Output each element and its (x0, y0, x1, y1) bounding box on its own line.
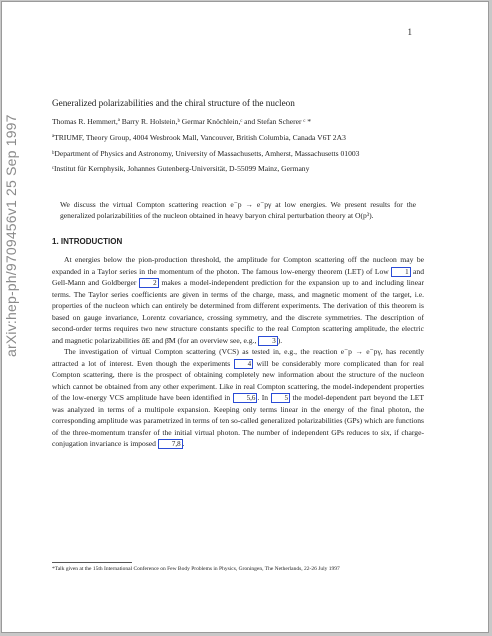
footnote-rule (52, 562, 132, 563)
intro-paragraph-1 (52, 254, 424, 346)
para-text: . In (257, 393, 271, 402)
citation-link[interactable]: 5 (271, 393, 291, 403)
para-text: ). (277, 335, 283, 345)
citation-link[interactable]: 2 (139, 278, 159, 288)
citation-link[interactable]: 3 (258, 336, 278, 346)
page-number: 1 (407, 27, 412, 37)
paper-title: Generalized polarizabilities and the chiral structure of the nucleon (52, 98, 295, 108)
affiliation-c: ᶜInstitut für Kernphysik, Johannes Gutenberg-Universität, D-55099 Mainz, Germany (52, 164, 310, 173)
citation-link[interactable]: 5,6 (233, 393, 258, 403)
author-list: Thomas R. Hemmert,ª Barry R. Holstein,ᵇ Germar Knöchlein,ᶜ and Stefan Scherer ᶜ * (52, 116, 312, 126)
paper-page (1, 1, 489, 633)
abstract: We discuss the virtual Compton scattering reaction e⁻p → e⁻pγ at low energies. We present results for the generalized polarizabilities of the nucleon obtained in heavy baryon chiral perturbation theory at O(p³). (60, 199, 416, 220)
footnote (52, 562, 424, 573)
section-heading: 1. INTRODUCTION (52, 236, 123, 246)
paper-body (52, 98, 424, 450)
citation-link[interactable]: 7,8 (158, 439, 183, 449)
affiliation-a: ªTRIUMF, Theory Group, 4004 Wesbrook Mall, Vancouver, British Columbia, Canada V6T 2A3 (52, 133, 346, 142)
footnote-text: *Talk given at the 15th International Conference on Few Body Problems in Physics, Groningen, The Netherlands, 22-26 July 1997 (52, 566, 340, 572)
para-text: and Gell-Mann and Goldberger (52, 266, 424, 287)
para-text: will be considerably more complicated than for real Compton scattering, there is the prospect of obtaining completely new information about the structure of the nucleon which cannot be obtained from any other experiment. Like in real Compton scattering, the model-independent properties of the low-energy VCS amplitude have been identified in (52, 358, 424, 402)
para-text: The investigation of virtual Compton scattering (VCS) as tested in, e.g., the reaction e⁻p → e⁻pγ, has recently attracted a lot of interest. Even though the experiments (52, 347, 424, 368)
citation-link[interactable]: 1 (391, 267, 411, 277)
affiliation-b: ᵇDepartment of Physics and Astronomy, University of Massachusetts, Amherst, Massachusetts 01003 (52, 148, 360, 158)
para-text: . (182, 439, 185, 448)
arxiv-stamp: arXiv:hep-ph/9709456v1 25 Sep 1997 (3, 114, 19, 357)
para-text: the model-dependent part beyond the LET was analyzed in terms of a multipole expansion. Keeping only terms linear in the energy of the final photon, the corresponding amplitude was parametrized in terms of ten so-called generalized polarizabilities (GPs) which are functions of the three-momentum transfer of the initial virtual photon. The number of independent GPs reduces to six, if charge-conjugation invariance is imposed (52, 393, 424, 448)
para-text: At energies below the pion-production threshold, the amplitude for Compton scattering off the nucleon may be expanded in a Taylor series in the momentum of the photon. The famous low-energy theorem (LET) of Low (52, 255, 424, 276)
intro-paragraph-2 (52, 346, 424, 450)
citation-link[interactable]: 4 (234, 359, 254, 369)
para-text: makes a model-independent prediction for the expansion up to and including linear terms. The Taylor series coefficients are given in terms of the charge, mass, and magnetic moment of the target, i.e. properties of the nucleon which can entirely be determined from different experiments. The derivation of this theorem is based on gauge invariance, Lorentz covariance, crossing symmetry, and the discrete symmetries. The description of second-order terms requires two new structure constants specific to the real Compton scattering amplitude, the electric and magnetic polarizabilities ᾱE and β̄M (for an overview see, e.g., (52, 278, 424, 345)
